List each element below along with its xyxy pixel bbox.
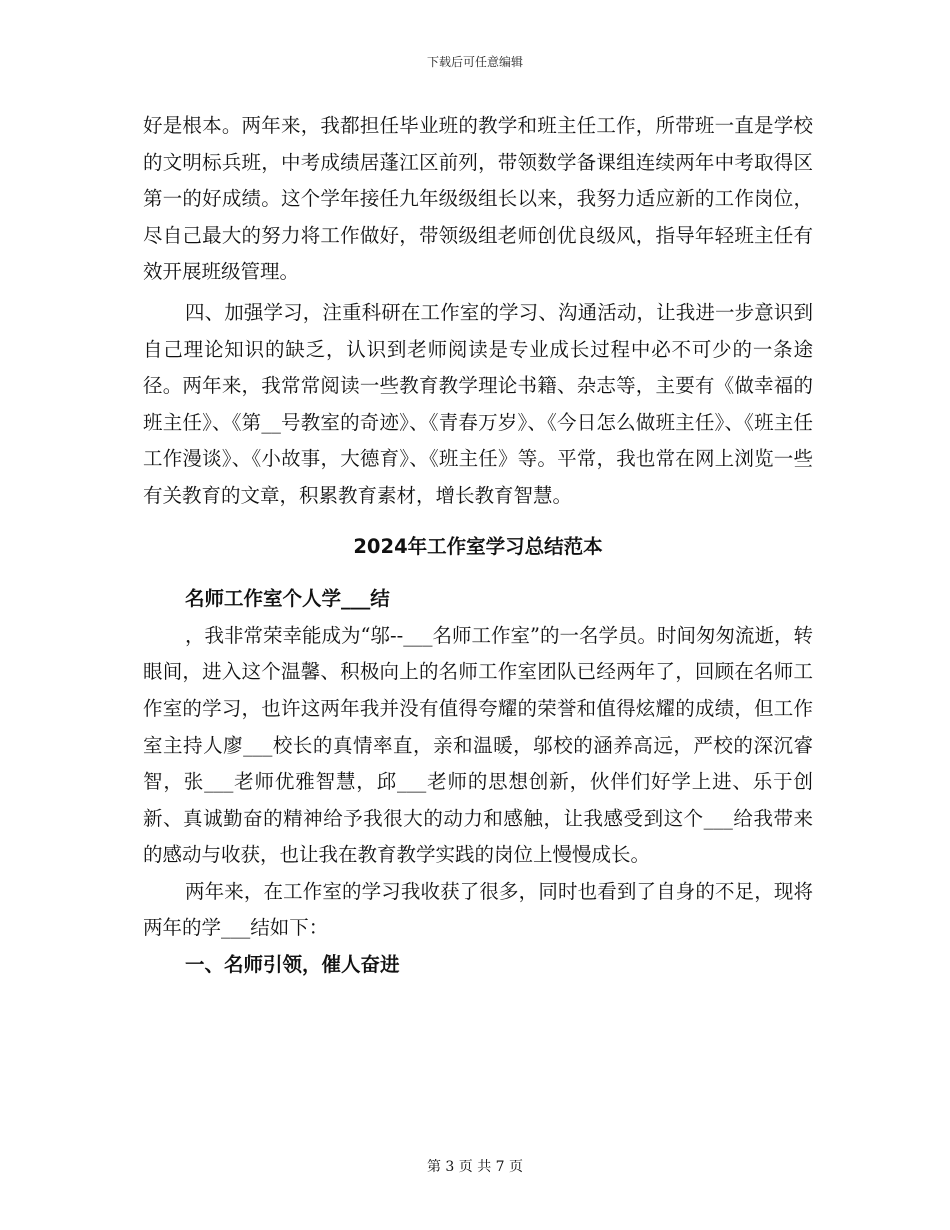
section-subtitle: 名师工作室个人学___结 bbox=[185, 587, 390, 611]
paragraph-continuation: 好是根本。两年来，我都担任毕业班的教学和班主任工作，所带班一直是学校的文明标兵班，中考成绩居蓬江区前列，带领数学备课组连续两年中考取得区第一的好成绩。这个学年接任九年级级组长以来，我努力适应新的工作岗位，尽自己最大的努力将工作做好，带领级组老师创优良级风，指导年轻班主任有效开展班级管理。 bbox=[143, 114, 813, 284]
paragraph-study-research: 四、加强学习，注重科研在工作室的学习、沟通活动，让我进一步意识到自己理论知识的缺乏，认识到老师阅读是专业成长过程中必不可少的一条途径。两年来，我常常阅读一些教育教学理论书籍、杂志等，主要有《做幸福的班主任》、《第__号教室的奇迹》、《青春万岁》、《今日怎么做班主任》、《班主任工作漫谈》、《小故事，大德育》、《班主任》等。平常，我也常在网上浏览一些有关教育的文章，积累教育素材，增长教育智慧。 bbox=[143, 300, 813, 507]
document-body bbox=[143, 108, 813, 984]
page-footer: 第 3 页 共 7 页 bbox=[426, 1159, 524, 1175]
heading-one: 一、名师引领，催人奋进 bbox=[185, 953, 400, 977]
section-title: 2024年工作室学习总结范本 bbox=[353, 534, 603, 558]
page-header: 下载后可任意编辑 bbox=[426, 55, 523, 69]
paragraph-summary: 两年来，在工作室的学习我收获了很多，同时也看到了自身的不足，现将两年的学___结如下： bbox=[143, 879, 813, 940]
paragraph-intro: ，我非常荣幸能成为“邬--___名师工作室”的一名学员。时间匆匆流逝，转眼间，进入这个温馨、积极向上的名师工作室团队已经两年了，回顾在名师工作室的学习，也许这两年我并没有值得夸耀的荣誉和值得炫耀的成绩，但工作室主持人廖___校长的真情率直，亲和温暖，邬校的涵养高远，严校的深沉睿智，张___老师优雅智慧，邱___老师的思想创新，伙伴们好学上进、乐于创新、真诚勤奋的精神给予我很大的动力和感触，让我感受到这个___给我带来的感动与收获，也让我在教育教学实践的岗位上慢慢成长。 bbox=[143, 623, 813, 867]
